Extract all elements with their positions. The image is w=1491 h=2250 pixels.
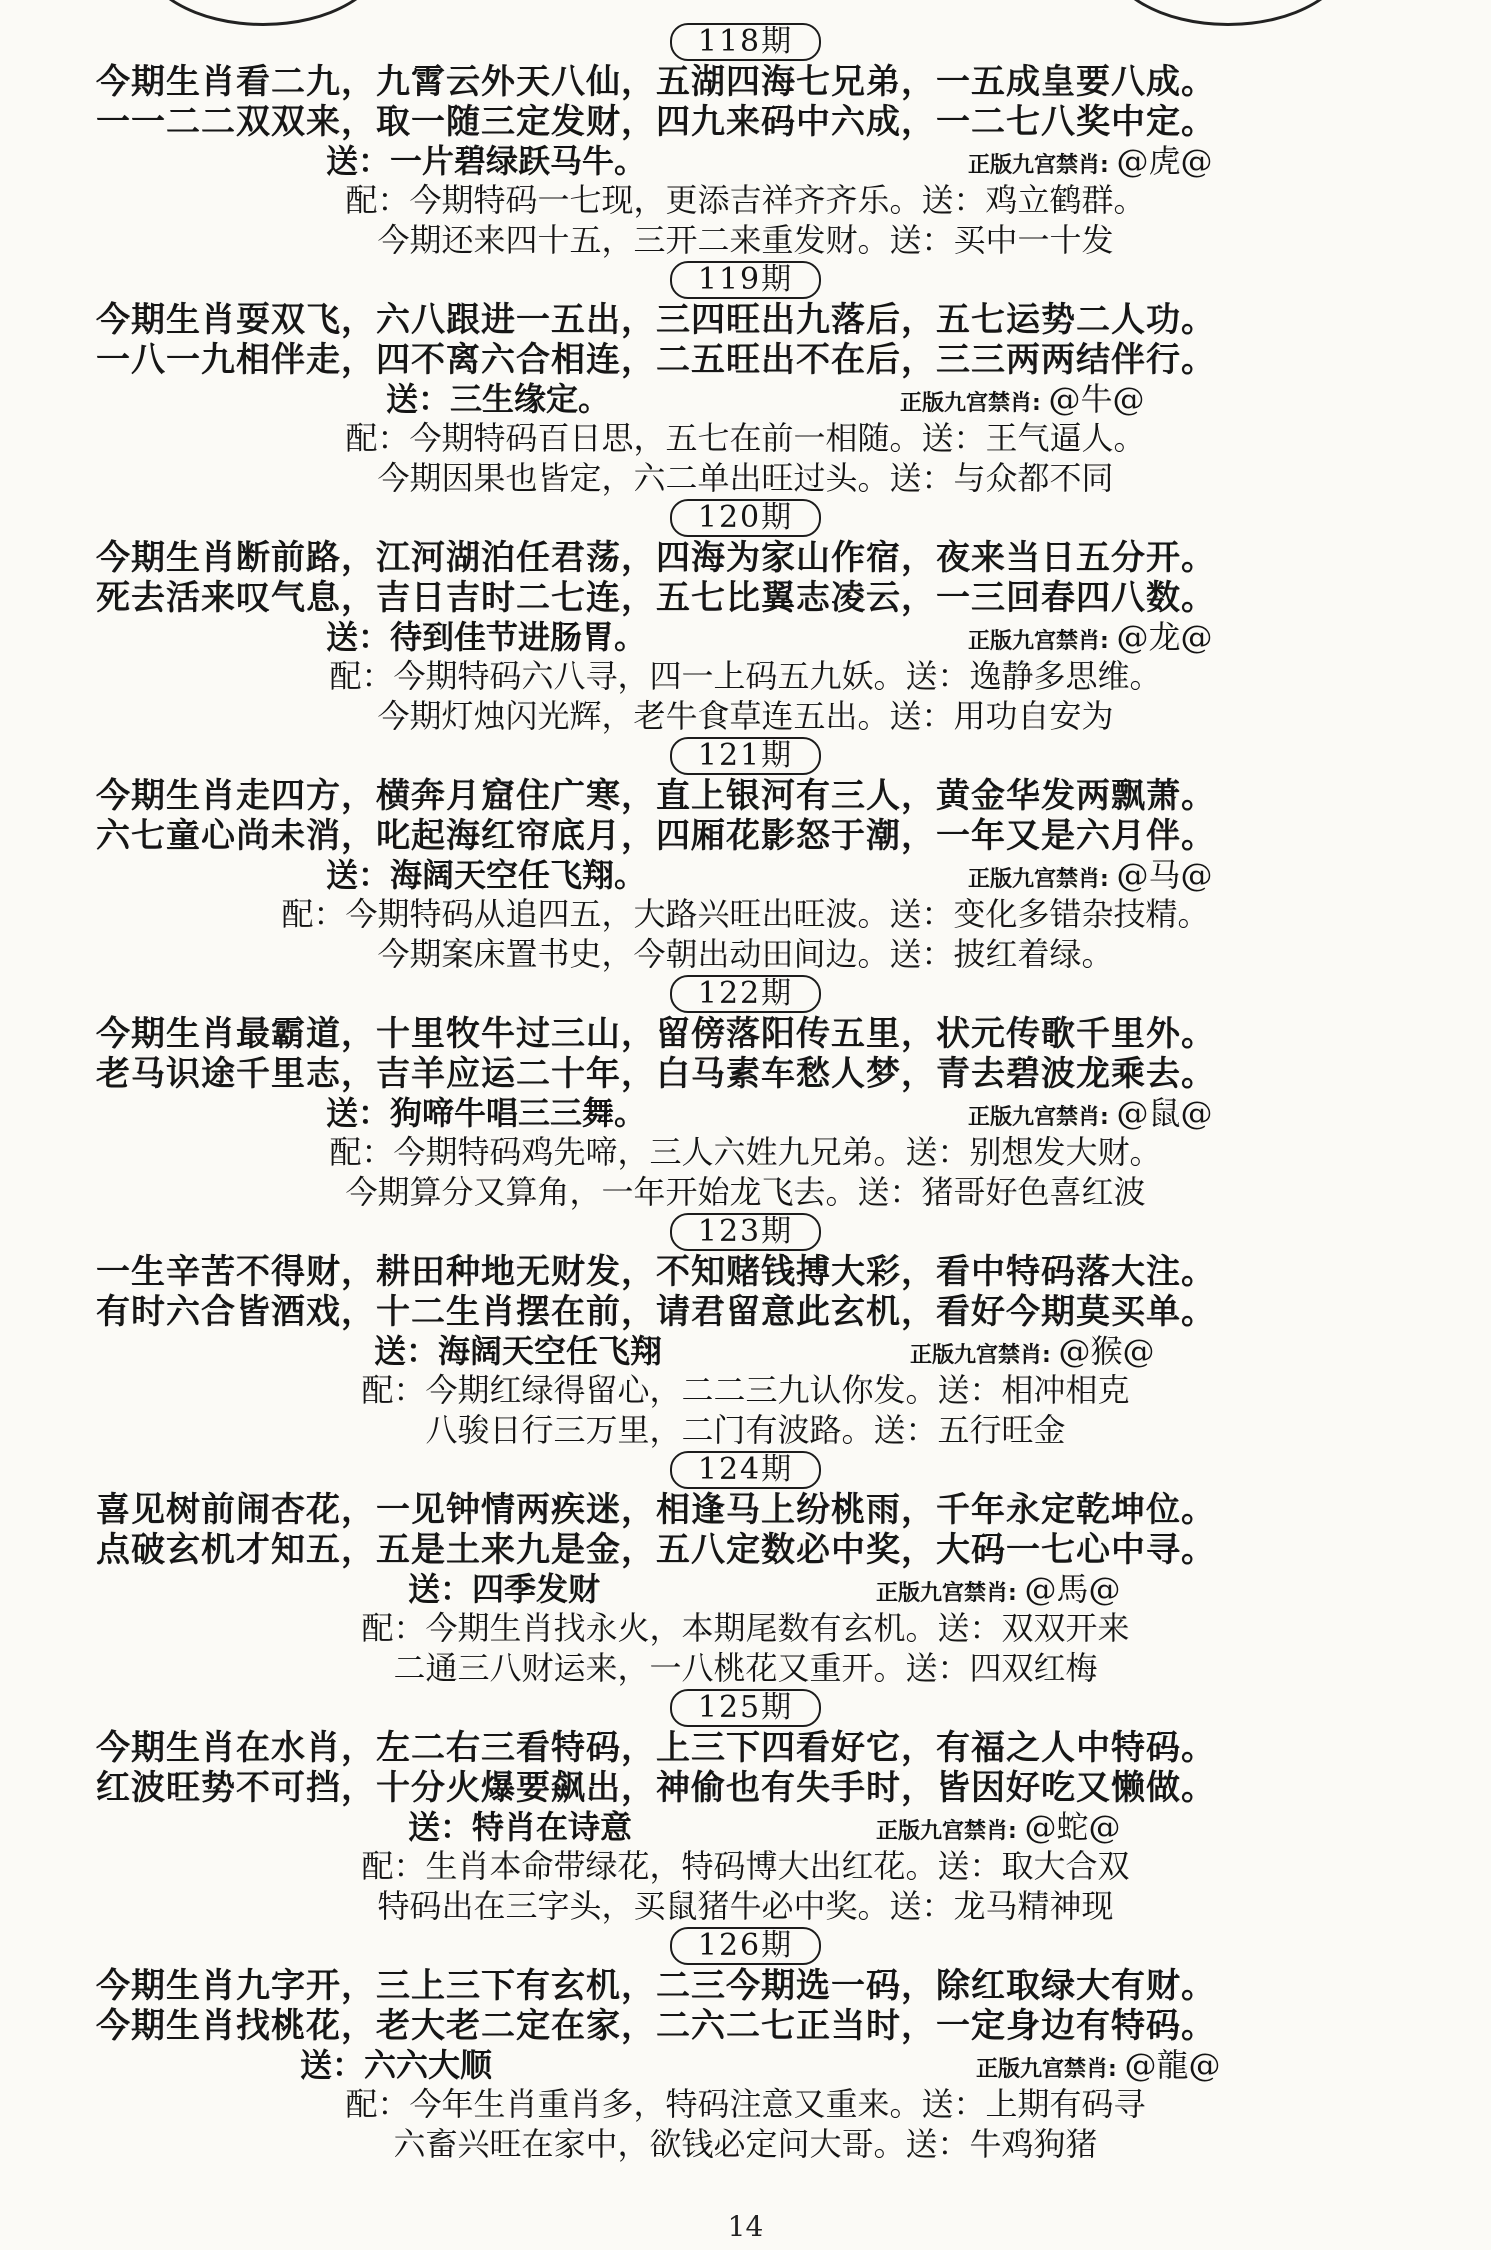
- pairing-line-2: 二通三八财运来，一八桃花又重开。送：四双红梅: [393, 1649, 1098, 1687]
- forbidden-zodiac-label: 正版九宫禁肖:: [968, 867, 1109, 892]
- issue-number-badge: 122期: [670, 975, 821, 1013]
- issue-block: [0, 974, 1491, 1212]
- send-row: [0, 2046, 1491, 2084]
- verse-line-1: 今期生肖走四方，横奔月窟住广寒，直上银河有三人，黄金华发两飘萧。: [96, 776, 1216, 816]
- issue-block: [0, 1212, 1491, 1450]
- forbidden-zodiac: [968, 1094, 1213, 1137]
- forbidden-zodiac: [976, 2046, 1221, 2089]
- forbidden-zodiac: [968, 142, 1213, 185]
- verse-line-2: 今期生肖找桃花，老大老二定在家，二六二七正当时，一定身边有特码。: [96, 2006, 1216, 2046]
- issue-header: [0, 1450, 1491, 1490]
- send-text: 送：四季发财: [408, 1570, 601, 1608]
- send-text: 送：特肖在诗意: [408, 1808, 633, 1846]
- pairing-line: 配：今期特码从追四五，大路兴旺出旺波。送：变化多错杂技精。: [281, 895, 1210, 933]
- forbidden-zodiac: [900, 380, 1145, 423]
- send-text: 送：三生缘定。: [386, 380, 611, 418]
- verse-line-1: 今期生肖断前路，江河湖泊任君荡，四海为家山作宿，夜来当日五分开。: [96, 538, 1216, 578]
- forbidden-zodiac: [968, 856, 1213, 899]
- verse-line-2: 有时六合皆酒戏，十二生肖摆在前，请君留意此玄机，看好今期莫买单。: [96, 1292, 1216, 1332]
- pairing-line: 配：今期特码六八寻，四一上码五九妖。送：逸静多思维。: [329, 657, 1162, 695]
- issue-number-badge: 119期: [670, 261, 821, 299]
- pairing-line-2: 六畜兴旺在家中，欲钱必定问大哥。送：牛鸡狗猪: [393, 2125, 1098, 2163]
- verse-line-2: 一八一九相伴走，四不离六合相连，二五旺出不在后，三三两两结伴行。: [96, 340, 1216, 380]
- forbidden-zodiac-value: @马@: [1116, 856, 1213, 894]
- page-number: 14: [727, 2210, 764, 2243]
- send-row: [0, 856, 1491, 894]
- send-text: 送：海阔天空任飞翔: [374, 1332, 663, 1370]
- pairing-line: 配：今期红绿得留心，二二三九认你发。送：相冲相克: [361, 1371, 1130, 1409]
- pairing-line: 配：今期特码百日思，五七在前一相随。送：王气逼人。: [345, 419, 1146, 457]
- forbidden-zodiac-value: @馬@: [1024, 1570, 1121, 1608]
- pairing-line: 配：今年生肖重肖多，特码注意又重来。送：上期有码寻: [345, 2085, 1146, 2123]
- issue-header: [0, 22, 1491, 62]
- forbidden-zodiac-value: @猴@: [1058, 1332, 1155, 1370]
- pairing-line-2: 今期还来四十五，三开二来重发财。送：买中一十发: [377, 221, 1114, 259]
- issue-block: [0, 1688, 1491, 1926]
- forbidden-zodiac-label: 正版九宫禁肖:: [968, 153, 1109, 178]
- issue-header: [0, 974, 1491, 1014]
- issue-block: [0, 1926, 1491, 2164]
- issue-number-badge: 121期: [670, 737, 821, 775]
- issue-header: [0, 260, 1491, 300]
- verse-line-1: 喜见树前闹杏花，一见钟情两疾迷，相逢马上纷桃雨，千年永定乾坤位。: [96, 1490, 1216, 1530]
- verse-line-2: 点破玄机才知五，五是土来九是金，五八定数必中奖，大码一七心中寻。: [96, 1530, 1216, 1570]
- issue-number-badge: 124期: [670, 1451, 821, 1489]
- send-row: [0, 1808, 1491, 1846]
- forbidden-zodiac-value: @蛇@: [1024, 1808, 1121, 1846]
- verse-line-1: 今期生肖九字开，三上三下有玄机，二三今期选一码，除红取绿大有财。: [96, 1966, 1216, 2006]
- issue-block: [0, 498, 1491, 736]
- issue-header: [0, 736, 1491, 776]
- issue-block: [0, 736, 1491, 974]
- pairing-line: 配：今期特码一七现，更添吉祥齐齐乐。送：鸡立鹤群。: [345, 181, 1146, 219]
- verse-line-1: 一生辛苦不得财，耕田种地无财发，不知赌钱搏大彩，看中特码落大注。: [96, 1252, 1216, 1292]
- issue-block: [0, 22, 1491, 260]
- forbidden-zodiac: [968, 618, 1213, 661]
- verse-line-1: 今期生肖耍双飞，六八跟进一五出，三四旺出九落后，五七运势二人功。: [96, 300, 1216, 340]
- forbidden-zodiac: [876, 1570, 1121, 1613]
- send-text: 送：六六大顺: [300, 2046, 493, 2084]
- verse-line-2: 六七童心尚未消，叱起海红帘底月，四厢花影怒于潮，一年又是六月伴。: [96, 816, 1216, 856]
- pairing-line-2: 今期灯烛闪光辉，老牛食草连五出。送：用功自安为: [377, 697, 1114, 735]
- forbidden-zodiac-value: @虎@: [1116, 142, 1213, 180]
- issue-header: [0, 1688, 1491, 1728]
- pairing-line-2: 八骏日行三万里，二门有波路。送：五行旺金: [425, 1411, 1066, 1449]
- issue-header: [0, 1212, 1491, 1252]
- verse-line-2: 老马识途千里志，吉羊应运二十年，白马素车愁人梦，青去碧波龙乘去。: [96, 1054, 1216, 1094]
- forbidden-zodiac-label: 正版九宫禁肖:: [968, 1105, 1109, 1130]
- pairing-line: 配：今期特码鸡先啼，三人六姓九兄弟。送：别想发大财。: [329, 1133, 1162, 1171]
- forbidden-zodiac-value: @牛@: [1048, 380, 1145, 418]
- pairing-line-2: 今期因果也皆定，六二单出旺过头。送：与众都不同: [377, 459, 1114, 497]
- pairing-line: 配：今期生肖找永火，本期尾数有玄机。送：双双开来: [361, 1609, 1130, 1647]
- forbidden-zodiac-value: @龙@: [1116, 618, 1213, 656]
- send-row: [0, 618, 1491, 656]
- verse-line-2: 死去活来叹气息，吉日吉时二七连，五七比翼志凌云，一三回春四八数。: [96, 578, 1216, 618]
- forbidden-zodiac-label: 正版九宫禁肖:: [968, 629, 1109, 654]
- pairing-line-2: 今期案床置书史，今朝出动田间边。送：披红着绿。: [377, 935, 1114, 973]
- issue-number-badge: 126期: [670, 1927, 821, 1965]
- send-text: 送：海阔天空任飞翔。: [326, 856, 647, 894]
- verse-line-2: 一一二二双双来，取一随三定发财，四九来码中六成，一二七八奖中定。: [96, 102, 1216, 142]
- verse-line-1: 今期生肖最霸道，十里牧牛过三山，留傍落阳传五里，状元传歌千里外。: [96, 1014, 1216, 1054]
- forbidden-zodiac-value: @龍@: [1124, 2046, 1221, 2084]
- issue-number-badge: 118期: [670, 23, 821, 61]
- forbidden-zodiac: [910, 1332, 1155, 1375]
- verse-line-1: 今期生肖看二九，九霄云外天八仙，五湖四海七兄弟，一五成皇要八成。: [96, 62, 1216, 102]
- send-row: [0, 380, 1491, 418]
- verse-line-1: 今期生肖在水肖，左二右三看特码，上三下四看好它，有福之人中特码。: [96, 1728, 1216, 1768]
- send-row: [0, 1332, 1491, 1370]
- send-text: 送：一片碧绿跃马牛。: [326, 142, 647, 180]
- send-text: 送：狗啼牛唱三三舞。: [326, 1094, 647, 1132]
- issue-number-badge: 120期: [670, 499, 821, 537]
- verse-line-2: 红波旺势不可挡，十分火爆要飙出，神偷也有失手时，皆因好吃又懒做。: [96, 1768, 1216, 1808]
- issue-list: [0, 22, 1491, 2164]
- forbidden-zodiac-label: 正版九宫禁肖:: [876, 1819, 1017, 1844]
- forbidden-zodiac-label: 正版九宫禁肖:: [910, 1343, 1051, 1368]
- forbidden-zodiac-value: @鼠@: [1116, 1094, 1213, 1132]
- forbidden-zodiac-label: 正版九宫禁肖:: [876, 1581, 1017, 1606]
- issue-block: [0, 260, 1491, 498]
- send-text: 送：待到佳节进肠胃。: [326, 618, 647, 656]
- pairing-line-2: 今期算分又算角，一年开始龙飞去。送：猪哥好色喜红波: [345, 1173, 1146, 1211]
- issue-block: [0, 1450, 1491, 1688]
- send-row: [0, 1570, 1491, 1608]
- pairing-line: 配：生肖本命带绿花，特码博大出红花。送：取大合双: [361, 1847, 1130, 1885]
- issue-number-badge: 123期: [670, 1213, 821, 1251]
- send-row: [0, 142, 1491, 180]
- forbidden-zodiac-label: 正版九宫禁肖:: [900, 391, 1041, 416]
- forbidden-zodiac: [876, 1808, 1121, 1851]
- forbidden-zodiac-label: 正版九宫禁肖:: [976, 2057, 1117, 2082]
- pairing-line-2: 特码出在三字头，买鼠猪牛必中奖。送：龙马精神现: [377, 1887, 1114, 1925]
- issue-header: [0, 1926, 1491, 1966]
- send-row: [0, 1094, 1491, 1132]
- issue-number-badge: 125期: [670, 1689, 821, 1727]
- issue-header: [0, 498, 1491, 538]
